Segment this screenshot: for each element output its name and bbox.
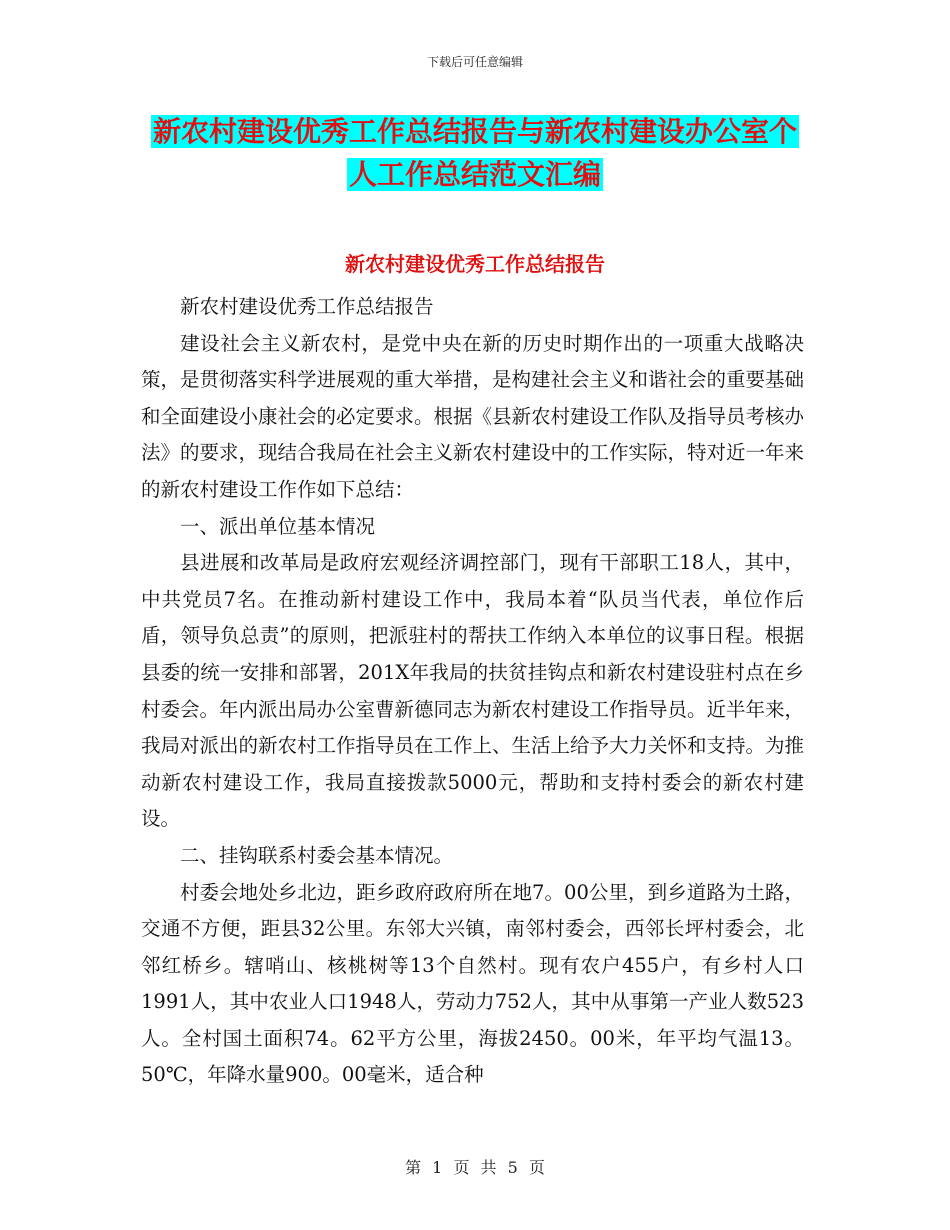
paragraph-heading: 二、挂钩联系村委会基本情况。 <box>180 843 454 867</box>
document-title-line-1: 新农村建设优秀工作总结报告与新农村建设办公室个 <box>152 115 797 148</box>
page-footer: 第 1 页 共 5 页 <box>405 1158 545 1177</box>
paragraph-heading: 一、派出单位基本情况 <box>180 514 376 538</box>
paragraph: 新农村建设优秀工作总结报告 <box>180 295 434 318</box>
paragraph: 建设社会主义新农村，是党中央在新的历史时期作出的一项重大战略决策，是贯彻落实科学进展观的重大举措，是构建社会主义和谐社会的重要基础和全面建设小康社会的必定要求。根据《县新农村建设工作队及指导员考核办法》的要求，现结合我局在社会主义新农村建设中的工作实际，特对近一年来的新农村建设工作作如下总结： <box>141 331 805 501</box>
document-title-line-2: 人工作总结范文汇编 <box>348 158 601 191</box>
document-body <box>141 289 804 1094</box>
document-title <box>150 110 800 196</box>
section-title: 新农村建设优秀工作总结报告 <box>345 252 605 276</box>
paragraph: 村委会地处乡北边，距乡政府政府所在地7。00公里，到乡道路为土路，交通不方便，距县32公里。东邻大兴镇，南邻村委会，西邻长坪村委会，北邻红桥乡。辖哨山、核桃树等13个自然村。现有农户455户，有乡村人口1991人，其中农业人口1948人，劳动力752人，其中从事第一产业人数523人。全村国土面积74。62平方公里，海拔2450。00米，年平均气温13。50℃，年降水量900。00毫米，适合种 <box>141 880 804 1087</box>
paragraph: 县进展和改革局是政府宏观经济调控部门，现有干部职工18人，其中，中共党员7名。在推动新村建设工作中，我局本着“队员当代表，单位作后盾，领导负总责”的原则，把派驻村的帮扶工作纳入本单位的议事日程。根据县委的统一安排和部署，201X年我局的扶贫挂钩点和新农村建设驻村点在乡村委会。年内派出局办公室曹新德同志为新农村建设工作指导员。近半年来，我局对派出的新农村工作指导员在工作上、生活上给予大力关怀和支持。为推动新农村建设工作，我局直接拨款5000元，帮助和支持村委会的新农村建设。 <box>141 551 805 831</box>
header-note: 下载后可任意编辑 <box>426 55 523 69</box>
